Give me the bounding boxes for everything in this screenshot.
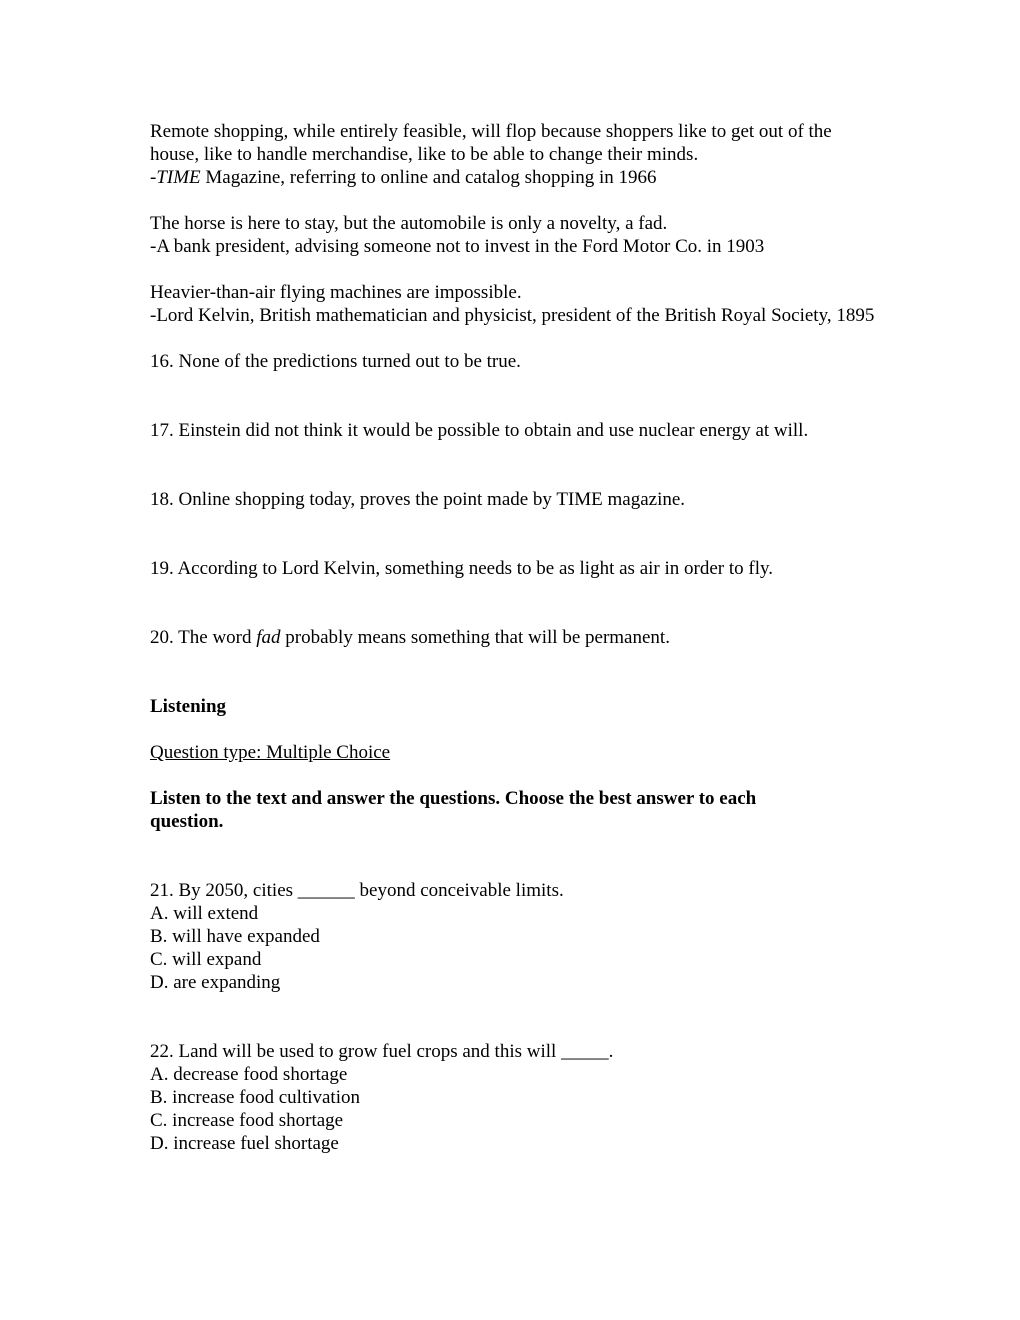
attribution-italic: TIME — [156, 167, 201, 188]
question-type — [150, 741, 880, 764]
statement-text — [150, 626, 880, 649]
answer-option-d[interactable]: D. increase fuel shortage — [150, 1133, 339, 1154]
quote-attribution: -A bank president, advising someone not to invest in the Ford Motor Co. in 1903 — [150, 236, 765, 257]
answer-option-c[interactable]: C. will expand — [150, 949, 262, 970]
statement-19 — [150, 557, 880, 580]
quote-attribution: -Lord Kelvin, British mathematician and physicist, president of the British Royal Society, 1895 — [150, 305, 875, 326]
attribution-rest: Magazine, referring to online and catalog shopping in 1966 — [200, 167, 657, 188]
statement-text-before: 20. The word — [150, 627, 257, 648]
question-type-label: Question type: Multiple Choice — [150, 742, 391, 763]
statement-text: 19. According to Lord Kelvin, something needs to be as light as air in order to fly. — [150, 558, 774, 579]
statement-text: 18. Online shopping today, proves the point made by TIME magazine. — [150, 489, 686, 510]
quote-block — [150, 120, 880, 189]
instructions: Listen to the text and answer the questions. Choose the best answer to each question. — [150, 788, 757, 832]
statement-text-after: probably means something that will be permanent. — [280, 627, 670, 648]
answer-option-d[interactable]: D. are expanding — [150, 972, 281, 993]
answer-option-c[interactable]: C. increase food shortage — [150, 1110, 344, 1131]
quote-attribution — [150, 166, 880, 189]
question-stem: 21. By 2050, cities ______ beyond conceivable limits. — [150, 880, 564, 901]
quote-text: The horse is here to stay, but the automobile is only a novelty, a fad. — [150, 213, 668, 234]
listening-heading: Listening — [150, 696, 227, 717]
statement-16 — [150, 350, 880, 373]
statement-text: 16. None of the predictions turned out to be true. — [150, 351, 521, 372]
quote-text: Heavier-than-air flying machines are impossible. — [150, 282, 522, 303]
statement-17 — [150, 419, 880, 442]
statement-20 — [150, 626, 880, 649]
answer-option-b[interactable]: B. will have expanded — [150, 926, 320, 947]
question-22 — [150, 1040, 880, 1155]
question-stem: 22. Land will be used to grow fuel crops and this will _____. — [150, 1041, 614, 1062]
document-page — [150, 120, 880, 1155]
statement-text: 17. Einstein did not think it would be possible to obtain and use nuclear energy at will. — [150, 420, 809, 441]
answer-option-a[interactable]: A. will extend — [150, 903, 259, 924]
quote-block — [150, 281, 880, 327]
attribution-prefix: - — [150, 167, 157, 188]
statement-18 — [150, 488, 880, 511]
answer-option-a[interactable]: A. decrease food shortage — [150, 1064, 348, 1085]
answer-option-b[interactable]: B. increase food cultivation — [150, 1087, 360, 1108]
question-21 — [150, 879, 880, 994]
quote-block — [150, 212, 880, 258]
quote-text: Remote shopping, while entirely feasible, will flop because shoppers like to get out of the house, like to handle merchandise, like to be able to change their minds. — [150, 121, 832, 165]
statement-italic-word: fad — [256, 627, 281, 648]
